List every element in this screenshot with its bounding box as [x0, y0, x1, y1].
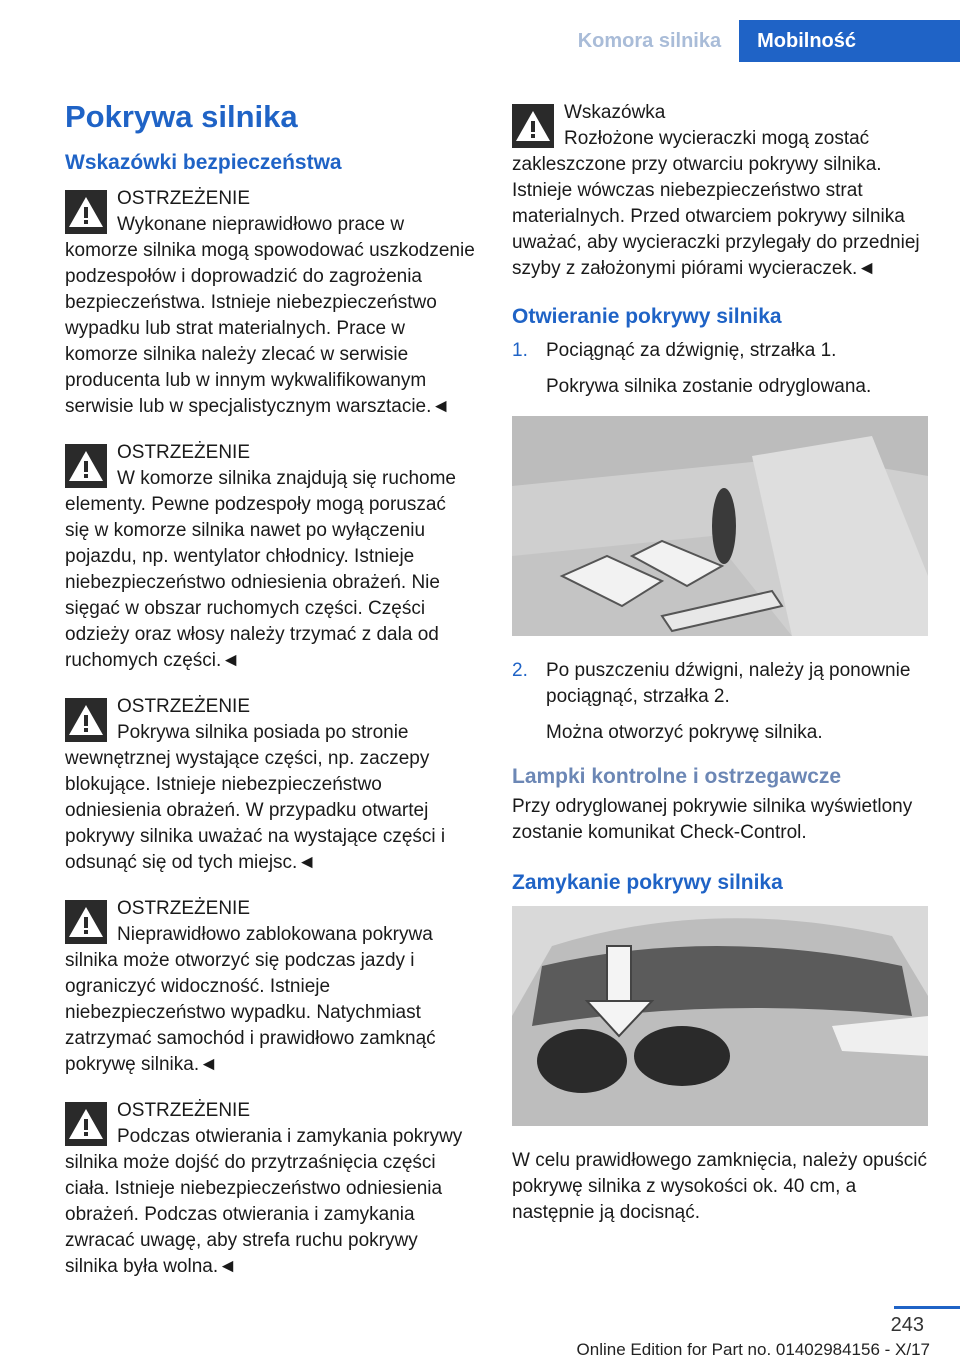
note-title: Wskazówka — [564, 102, 666, 123]
warning-text: Wykonane nieprawidłowo prace w komorze silnika mogą spowodować uszkodzenie podzespołów i doprowadzić do zagrożenia bezpieczeństwa. Istnieje niebezpieczeństwo wypadku lub strat materialnych. Prace w komorze silnika należy zlecać w serwisie producenta lub w innym wykwalifikowanym serwisie lub w specjalistycznym warsztacie.◄ — [65, 214, 475, 417]
warning-icon — [512, 104, 554, 148]
section-title-closing: Zamykanie pokrywy silnika — [512, 871, 783, 894]
warning-icon — [65, 444, 107, 488]
warning-title: OSTRZEŻENIE — [117, 898, 251, 919]
warning-icon — [65, 190, 107, 234]
footer-divider — [894, 1306, 960, 1309]
step-text: Pociągnąć za dźwignię, strzałka 1. — [546, 340, 837, 361]
closing-text: W celu prawidłowego zamknięcia, należy opuścić pokrywę silnika z wysokości ok. 40 cm, a następnie ją docisnąć. — [512, 1150, 928, 1223]
hood-lever-image — [512, 416, 928, 636]
warning-text: Podczas otwierania i zamykania pokrywy silnika może dojść do przytrzaśnięcia części ciała. Istnieje niebezpieczeństwo odniesienia obrażeń. Podczas otwierania i zamykania zwracać uwagę, aby strefa ruchu pokrywy silnika była wolna.◄ — [65, 1126, 463, 1277]
lamps-text: Przy odryglowanej pokrywie silnika wyświetlony zostanie komunikat Check-Control. — [512, 796, 913, 843]
step-1 — [512, 338, 928, 364]
warning-title: OSTRZEŻENIE — [117, 188, 251, 209]
warning-title: OSTRZEŻENIE — [117, 696, 251, 717]
section-title-safety: Wskazówki bezpieczeństwa — [65, 151, 342, 174]
warning-icon — [65, 1102, 107, 1146]
warning-1 — [65, 184, 475, 420]
step-2-result: Można otworzyć pokrywę silnika. — [546, 722, 823, 743]
step-2 — [512, 658, 928, 710]
section-title-lamps: Lampki kontrolne i ostrzegawcze — [512, 765, 842, 788]
warning-4 — [65, 894, 475, 1078]
right-column — [512, 98, 928, 1238]
edition-text: Online Edition for Part no. 01402984156 - X/17 — [576, 1340, 930, 1359]
car-hood-image — [512, 906, 928, 1126]
left-column — [65, 98, 475, 1298]
step-text: Po puszczeniu dźwigni, należy ją ponownie pociągnąć, strzałka 2. — [546, 660, 911, 707]
tab-mobilnosc[interactable]: Mobilność — [739, 20, 960, 62]
header-tabs — [560, 20, 960, 62]
warning-5 — [65, 1096, 475, 1280]
step-number: 1. — [512, 340, 528, 361]
step-number: 2. — [512, 660, 528, 681]
warning-2 — [65, 438, 475, 674]
page-number: 243 — [890, 1314, 924, 1336]
warning-icon — [65, 900, 107, 944]
page-title: Pokrywa silnika — [65, 99, 298, 134]
warning-text: Pokrywa silnika posiada po stronie wewnętrznej wystające części, np. zaczepy blokujące. Istnieje niebezpieczeństwo odniesienia obrażeń. W przypadku otwartej pokrywy silnika uważać na wystające części i odsunąć się od tych miejsc.◄ — [65, 722, 446, 873]
note-text: Rozłożone wycieraczki mogą zostać zakleszczone przy otwarciu pokrywy silnika. Istnieje wówczas niebezpieczeństwo strat materialnych. Przed otwarciem pokrywy silnika uważać, aby wycieraczki przylegały do przedniej szyby z założonymi piórami wycieraczek.◄ — [512, 128, 920, 279]
warning-icon — [65, 698, 107, 742]
warning-title: OSTRZEŻENIE — [117, 442, 251, 463]
section-title-opening: Otwieranie pokrywy silnika — [512, 305, 782, 328]
warning-text: W komorze silnika znajdują się ruchome elementy. Pewne podzespoły mogą poruszać się w komorze silnika nawet po wyłączeniu pojazdu, np. wentylator chłodnicy. Istnieje niebezpieczeństwo odniesienia obrażeń. Nie sięgać w obszar ruchomych części. Części odzieży oraz włosy należy trzymać z dala od ruchomych części.◄ — [65, 468, 456, 671]
tab-komora-silnika[interactable]: Komora silnika — [577, 29, 722, 52]
note-wipers — [512, 98, 928, 282]
warning-text: Nieprawidłowo zablokowana pokrywa silnika może otworzyć się podczas jazdy i ograniczyć widoczność. Istnieje niebezpieczeństwo wypadku. Natychmiast zatrzymać samochód i prawidłowo zamknąć pokrywę silnika.◄ — [65, 924, 436, 1075]
step-1-result: Pokrywa silnika zostanie odryglowana. — [546, 376, 872, 397]
warning-title: OSTRZEŻENIE — [117, 1100, 251, 1121]
warning-3 — [65, 692, 475, 876]
